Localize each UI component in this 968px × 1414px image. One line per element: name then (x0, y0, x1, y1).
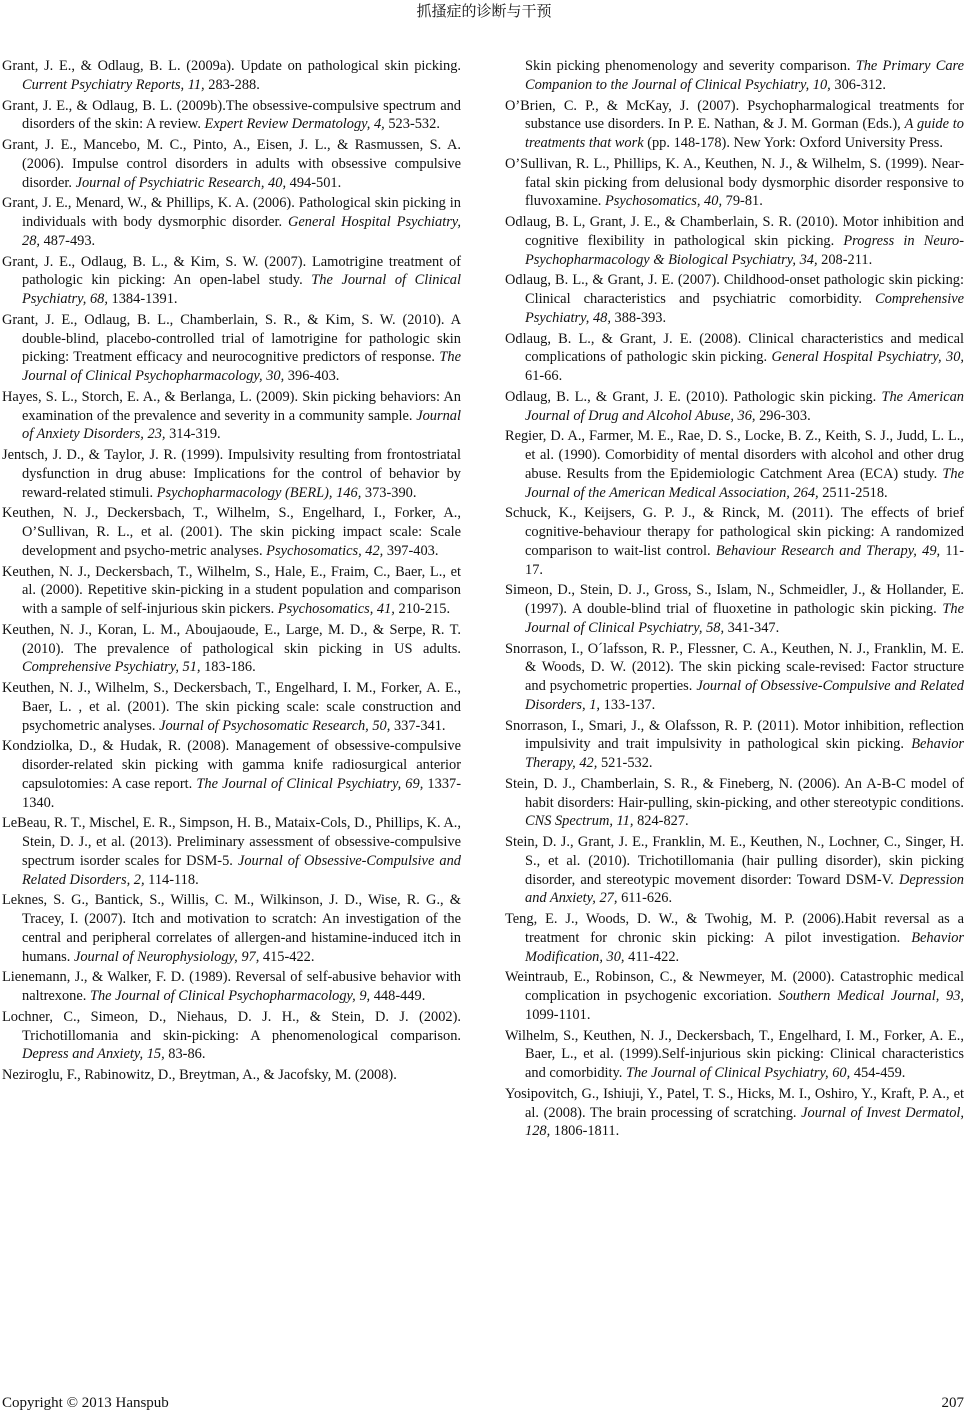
reference-entry (505, 213, 964, 269)
reference-text: Yosipovitch, G., Ishiuji, Y., Patel, T. S., Hicks, M. I., Oshiro, Y., Kraft, P. A., et al. (2008). The brain processing of scratching. (505, 1085, 964, 1121)
reference-entry (505, 968, 964, 1024)
reference-entry (505, 330, 964, 386)
reference-pages: 824-827. (633, 813, 689, 830)
running-header: 抓搔症的诊断与干预 (416, 2, 552, 20)
reference-pages: 2511-2518. (818, 484, 888, 501)
reference-pages: 341-347. (724, 619, 780, 636)
journal-title: Current Psychiatry Reports, 11, (22, 76, 205, 93)
reference-text: Jentsch, J. D., & Taylor, J. R. (1999). Impulsivity resulting from frontostriatal dysfunction in drug abuse: Implications for the control of behavior by reward-related stimuli. (2, 447, 461, 501)
reference-pages: 314-319. (165, 426, 221, 443)
reference-pages: 1806-1811. (550, 1123, 620, 1140)
journal-title: Depression and Anxiety, 27, (525, 871, 964, 907)
reference-pages: 521-532. (597, 755, 653, 771)
reference-text: Grant, J. E., Menard, W., & Phillips, K. A. (2006). Pathological skin picking in individuals with body dysmorphic disorder. (2, 195, 461, 230)
reference-pages: 494-501. (286, 174, 342, 191)
reference-text: Grant, J. E., Odlaug, B. L., Chamberlain, S. R., & Kim, S. W. (2010). A double-blind, placebo-controlled trial of lamotrigine for pathologic skin picking: Treatment efficacy and neurocognitive predictors of response. (2, 311, 461, 366)
journal-title: CNS Spectrum, 11, (525, 813, 634, 830)
references-right-column (505, 57, 964, 1143)
reference-text: Keuthen, N. J., Wilhelm, S., Deckersbach, T., Engelhard, I. M., Forker, A. E., Baer, L. , et al. (2001). The skin picking scale: scale construction and psychometric analyses. (2, 680, 461, 734)
reference-pages: 397-403. (383, 542, 439, 559)
reference-entry (505, 581, 964, 637)
reference-pages: 283-288. (204, 76, 260, 93)
reference-entry (505, 504, 964, 579)
reference-pages: 296-303. (755, 407, 811, 424)
reference-entry (2, 388, 461, 444)
journal-title: General Hospital Psychiatry, 30, (771, 349, 965, 366)
copyright-notice: Copyright © 2013 Hanspub (2, 1395, 169, 1411)
journal-title: Psychopharmacology (BERL), 146, (156, 484, 362, 501)
reference-text: O’Brien, C. P., & McKay, J. (2007). Psychopharmalogical treatments for substance use disorders. In P. E. Nathan, & J. M. Gorman (Eds.), (505, 97, 964, 133)
reference-entry (2, 679, 461, 735)
reference-entry (2, 136, 461, 192)
journal-title: Journal of Obsessive-Compulsive and Related Disorders, 1, (525, 678, 964, 713)
reference-entry (505, 775, 964, 831)
journal-title: Behavior Modification, 30, (525, 929, 964, 965)
reference-pages: 523-532. (384, 116, 440, 133)
reference-entry (505, 833, 964, 908)
journal-title: Southern Medical Journal, 93, (778, 988, 964, 1004)
reference-entry (2, 563, 461, 619)
reference-entry (2, 253, 461, 309)
journal-title: Journal of Psychiatric Research, 40, (75, 174, 287, 191)
journal-title: Psychosomatics, 42, (266, 542, 384, 559)
reference-text: Leknes, S. G., Bantick, S., Willis, C. M., Wilkinson, J. D., Wise, R. G., & Tracey, I. (2007). Itch and motivation to scratch: An investigation of the central and peripheral correlates of allergen-and histamine-induced itch in humans. (2, 892, 461, 965)
journal-title: Comprehensive Psychiatry, 48, (525, 291, 964, 326)
reference-text: Hayes, S. L., Storch, E. A., & Berlanga, L. (2009). Skin picking behaviors: An examination of the prevalence and severity in a community sample. (2, 388, 461, 424)
reference-pages: 11-17. (525, 542, 965, 578)
journal-title: Journal of Obsessive-Compulsive and Related Disorders, 2, (22, 852, 461, 888)
journal-title: Psychosomatics, 41, (277, 601, 395, 617)
reference-text: Grant, J. E., Odlaug, B. L., & Kim, S. W. (2007). Lamotrigine treatment of pathologic kin picking: An open-label study. (2, 253, 461, 289)
reference-entry (2, 194, 461, 250)
reference-pages: 79-81. (722, 193, 763, 210)
journal-title: The Journal of Clinical Psychopharmacology, 9, (89, 988, 371, 1004)
reference-text: Grant, J. E., Mancebo, M. C., Pinto, A., Eisen, J. L., & Rasmussen, S. A. (2006). Impulse control disorders in adults with obsessive compulsive disorder. (2, 137, 461, 191)
reference-text: Stein, D. J., Chamberlain, S. R., & Fineberg, N. (2006). An A-B-C model of habit disorders: Hair-pulling, skin-picking, and other stereotypic conditions. (505, 775, 964, 811)
reference-text: Snorrason, I., O´lafsson, R. P., Flessner, C. A., Keuthen, N. J., Franklin, M. E. & Woods, D. W. (2012). The skin picking scale-revised: Factor structure and psychometric properties. (505, 640, 964, 694)
reference-pages: 454-459. (850, 1065, 906, 1081)
reference-text: Grant, J. E., & Odlaug, B. L. (2009b).The obsessive-compulsive spectrum and disorders of the skin: A review. (2, 97, 461, 133)
reference-pages: 133-137. (600, 696, 656, 713)
reference-text: Lienemann, J., & Walker, F. D. (1989). Reversal of self-abusive behavior with naltrexone. (2, 969, 461, 1004)
reference-pages: 210-215. (394, 601, 451, 617)
reference-pages: 487-493. (40, 232, 96, 249)
journal-title: Progress in Neuro-Psychopharmacology & Biological Psychiatry, 34, (525, 232, 964, 268)
reference-text: Schuck, K., Keijsers, G. P. J., & Rinck, M. (2011). The effects of brief cognitive-behaviour therapy for pathological skin picking: A randomized comparison to wait-list control. (505, 505, 964, 559)
journal-title: The Primary Care Companion to the Journal of Clinical Psychiatry, 10, (525, 58, 964, 93)
reference-entry (2, 57, 461, 95)
reference-text: Keuthen, N. J., Koran, L. M., Aboujaoude, E., Large, M. D., & Serpe, R. T. (2010). The prevalence of pathological skin picking in US adults. (2, 621, 461, 657)
reference-pages: 373-390. (361, 484, 417, 501)
reference-pages: 611-626. (617, 890, 673, 907)
journal-title: Comprehensive Psychiatry, 51, (22, 659, 201, 676)
journal-title: Expert Review Dermatology, 4, (204, 116, 385, 133)
reference-entry (2, 1066, 461, 1085)
reference-text: Keuthen, N. J., Deckersbach, T., Wilhelm, S., Hale, E., Fraim, C., Baer, L., et al. (2000). Repetitive skin-picking in a student population and comparison with a sample of self-injurious skin pickers. (2, 563, 461, 617)
reference-text: Weintraub, E., Robinson, C., & Newmeyer, M. (2000). Catastrophic medical complication in psychogenic excoriation. (505, 969, 964, 1004)
reference-pages: 114-118. (144, 871, 199, 888)
reference-entry (505, 1085, 964, 1141)
reference-text: Odlaug, B. L., & Grant, J. E. (2007). Childhood-onset pathologic skin picking: Clinical characteristics and psychiatric comorbidity. (505, 272, 964, 307)
reference-text: LeBeau, R. T., Mischel, E. R., Simpson, H. B., Mataix-Cols, D., Phillips, K. A., Stein, D. J., et al. (2013). Preliminary assessment of obsessive-compulsive spectrum isorder scales for DSM-5. (2, 815, 461, 869)
reference-entry (2, 311, 461, 386)
reference-entry (2, 968, 461, 1006)
reference-entry (505, 388, 964, 426)
reference-pages: 337-341. (390, 717, 446, 734)
reference-text: Grant, J. E., & Odlaug, B. L. (2009a). Update on pathological skin picking. (2, 58, 461, 74)
reference-pages: 1337-1340. (22, 775, 462, 811)
journal-title: The Journal of Clinical Psychiatry, 60, (625, 1065, 851, 1081)
journal-title: Behavior Therapy, 42, (525, 736, 964, 771)
reference-text: Stein, D. J., Grant, J. E., Franklin, M. E., Keuthen, N., Lochner, C., Singer, H. S., et al. (2010). Trichotillomania (hair pulling disorder), skin picking disorder, and stereotypic movement disorder: Toward DSM-V. (505, 834, 964, 888)
journal-title: Journal of Neurophysiology, 97, (73, 948, 260, 965)
reference-pages: 396-403. (284, 368, 340, 384)
journal-title: The Journal of the American Medical Association, 264, (525, 465, 964, 501)
journal-title: The Journal of Clinical Psychiatry, 69, (196, 775, 424, 792)
journal-title: Journal of Psychosomatic Research, 50, (159, 717, 391, 734)
journal-title: The Journal of Clinical Psychiatry, 68, (22, 272, 461, 307)
journal-title: The Journal of Clinical Psychopharmacology, 30, (22, 349, 461, 384)
journal-title: Journal of Invest Dermatol, 128, (525, 1104, 964, 1140)
journal-title: A guide to treatments that work (525, 116, 964, 151)
reference-text: O’Sullivan, R. L., Phillips, K. A., Keuthen, N. J., & Wilhelm, S. (1999). Near-fatal skin picking from delusional body dysmorphic disorder responsive to fluvoxamine. (505, 155, 964, 210)
reference-text: Simeon, D., Stein, D. J., Gross, S., Islam, N., Schmeidler, J., & Hollander, E. (1997). A double-blind trial of fluoxetine in pathologic skin picking. (505, 582, 964, 617)
reference-text: Odlaug, B. L., & Grant, J. E. (2010). Pathologic skin picking. (505, 388, 882, 405)
reference-pages: 1099-1101. (525, 1006, 591, 1023)
reference-entry (2, 891, 461, 966)
reference-pages: 208-211. (817, 251, 873, 268)
reference-entry (505, 640, 964, 715)
reference-entry (2, 504, 461, 560)
reference-text: Wilhelm, S., Keuthen, N. J., Deckersbach, T., Engelhard, I. M., Forker, A. E., Baer, L., et al. (1999).Self-injurious skin picking: Clinical characteristics and comorbidity. (505, 1027, 964, 1081)
reference-pages: 61-66. (525, 368, 563, 384)
reference-entry (2, 737, 461, 812)
journal-title: The Journal of Clinical Psychiatry, 58, (525, 601, 964, 636)
reference-pages: (pp. 148-178). New York: Oxford University Press. (643, 135, 943, 151)
reference-pages: 388-393. (610, 309, 667, 326)
reference-entry (2, 814, 461, 889)
reference-entry (2, 446, 461, 502)
reference-text: Lochner, C., Simeon, D., Niehaus, D. J. H., & Stein, D. J. (2002). Trichotillomania and skin-picking: A phenomenological comparison. (2, 1008, 461, 1044)
journal-title: General Hospital Psychiatry, 28, (22, 214, 461, 249)
reference-entry (505, 155, 964, 211)
reference-pages: 1384-1391. (107, 291, 178, 307)
journal-title: Journal of Anxiety Disorders, 23, (22, 407, 461, 443)
reference-text: Teng, E. J., Woods, D. W., & Twohig, M. P. (2006).Habit reversal as a treatment for chronic skin picking: A pilot investigation. (505, 911, 964, 946)
reference-pages: 415-422. (259, 948, 315, 965)
reference-pages: 306-312. (830, 76, 886, 93)
reference-pages: 448-449. (370, 988, 426, 1004)
journal-title: Psychosomatics, 40, (604, 193, 723, 210)
reference-text: Odlaug, B. L, Grant, J. E., & Chamberlain, S. R. (2010). Motor inhibition and cognitive flexibility in pathological skin picking. (505, 214, 964, 249)
reference-entry (2, 621, 461, 677)
journal-title: Depress and Anxiety, 15, (22, 1046, 165, 1063)
reference-entry (2, 97, 461, 135)
journal-title: Behaviour Research and Therapy, 49, (715, 542, 941, 559)
reference-entry (505, 271, 964, 327)
reference-text: Odlaug, B. L., & Grant, J. E. (2008). Clinical characteristics and medical complications of pathologic skin picking. (505, 330, 964, 366)
reference-text: Kondziolka, D., & Hudak, R. (2008). Management of obsessive-compulsive disorder-related skin picking with gamma knife radiosurgical anterior capsulotomies: A case report. (2, 738, 461, 792)
references-left-column (2, 57, 461, 1087)
page-number: 207 (941, 1395, 964, 1411)
reference-entry (505, 1027, 964, 1083)
reference-text: Regier, D. A., Farmer, M. E., Rae, D. S., Locke, B. Z., Keith, S. J., Judd, L. L., et al. (1990). Comorbidity of mental disorders with alcohol and other drug abuse. Results from the Epidemiologic Catchment Area (ECA) study. (505, 428, 964, 482)
reference-text: Skin picking phenomenology and severity comparison. (525, 58, 856, 74)
reference-text: Snorrason, I., Smari, J., & Olafsson, R. P. (2011). Motor inhibition, reflection impulsivity and trait impulsivity in pathological skin picking. (505, 717, 964, 753)
reference-entry (2, 1008, 461, 1064)
reference-entry (505, 910, 964, 966)
reference-text: Keuthen, N. J., Deckersbach, T., Wilhelm, S., Engelhard, I., Forker, A., O’Sullivan, R. L., et al. (2001). The skin picking impact scale: Scale development and psycho-metric analyses. (2, 505, 461, 559)
reference-entry (505, 97, 964, 153)
journal-title: The American Journal of Drug and Alcohol Abuse, 36, (525, 388, 964, 424)
reference-text: Neziroglu, F., Rabinowitz, D., Breytman, A., & Jacofsky, M. (2008). (2, 1067, 397, 1083)
reference-continuation (505, 57, 964, 95)
reference-pages: 411-422. (624, 948, 680, 965)
reference-pages: 183-186. (200, 659, 256, 676)
reference-entry (505, 717, 964, 773)
reference-entry (505, 427, 964, 502)
reference-pages: 83-86. (164, 1046, 206, 1063)
